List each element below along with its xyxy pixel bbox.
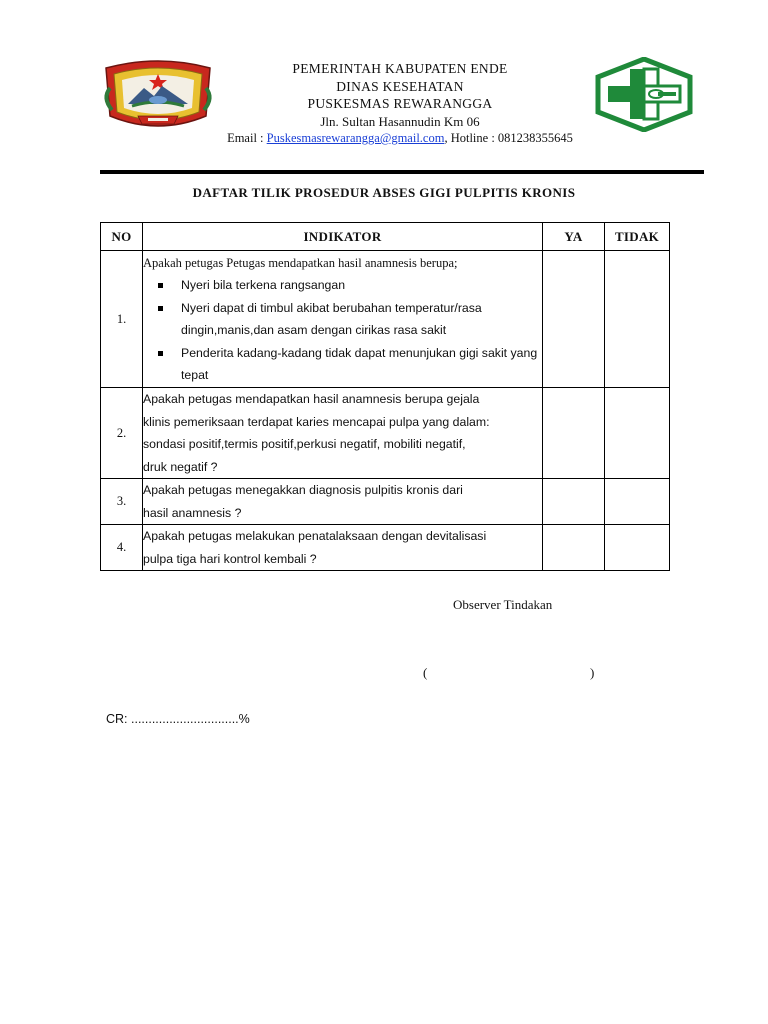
table-row <box>101 388 670 479</box>
tidak-checkbox-cell[interactable] <box>605 525 670 571</box>
ya-checkbox-cell[interactable] <box>543 479 605 525</box>
indicator-cell <box>143 479 543 525</box>
row-number: 4. <box>101 525 143 571</box>
signature-open-paren: ( <box>423 665 428 680</box>
indicator-line: Apakah petugas menegakkan diagnosis pulpitis kronis dari <box>143 483 463 497</box>
table-row <box>101 251 670 388</box>
email-link[interactable]: Puskesmasrewarangga@gmail.com <box>266 131 445 145</box>
ya-checkbox-cell[interactable] <box>543 388 605 479</box>
observer-label: Observer Tindakan <box>453 597 553 612</box>
bullet-item: Nyeri bila terkena rangsangan <box>143 274 542 297</box>
signature-close-paren: ) <box>590 665 595 680</box>
indicator-line: Apakah petugas mendapatkan hasil anamnesis berupa gejala <box>143 392 480 406</box>
tidak-checkbox-cell[interactable] <box>605 479 670 525</box>
document-title: DAFTAR TILIK PROSEDUR ABSES GIGI PULPITIS KRONIS <box>192 185 576 200</box>
puskesmas-name: PUSKESMAS REWARANGGA <box>307 96 493 111</box>
table-row <box>101 479 670 525</box>
tidak-checkbox-cell[interactable] <box>605 388 670 479</box>
indicator-cell <box>143 251 543 388</box>
bullet-item: Penderita kadang-kadang tidak dapat menunjukan gigi sakit yang tepat <box>143 342 542 387</box>
indicator-line: hasil anamnesis ? <box>143 505 242 520</box>
indicator-cell <box>143 525 543 571</box>
letterhead-divider <box>100 170 704 174</box>
address: Jln. Sultan Hasannudin Km 06 <box>320 114 480 129</box>
table-header-row <box>101 223 670 251</box>
header-no: NO <box>101 223 143 251</box>
compliance-rate-field[interactable]: CR: ...............................% <box>106 712 250 726</box>
checklist-table <box>100 222 670 571</box>
ya-checkbox-cell[interactable] <box>543 251 605 388</box>
row-number: 1. <box>101 251 143 388</box>
header-indikator: INDIKATOR <box>143 223 543 251</box>
table-row <box>101 525 670 571</box>
government-name: PEMERINTAH KABUPATEN ENDE <box>292 61 508 76</box>
indicator-cell <box>143 388 543 479</box>
header-tidak: TIDAK <box>605 223 670 251</box>
indicator-line: sondasi positif,termis positif,perkusi negatif, mobiliti negatif, <box>143 437 466 451</box>
header-ya: YA <box>543 223 605 251</box>
indicator-line: klinis pemeriksaan terdapat karies mencapai pulpa yang dalam: <box>143 414 490 429</box>
tidak-checkbox-cell[interactable] <box>605 251 670 388</box>
contact-line <box>150 131 650 146</box>
indicator-question: Apakah petugas Petugas mendapatkan hasil anamnesis berupa; <box>143 255 458 270</box>
row-number: 2. <box>101 388 143 479</box>
email-label: Email : <box>227 131 267 145</box>
ya-checkbox-cell[interactable] <box>543 525 605 571</box>
indicator-bullet-list <box>143 274 542 387</box>
indicator-line: druk negatif ? <box>143 459 218 474</box>
hotline: , Hotline : 081238355645 <box>444 131 573 145</box>
department-name: DINAS KESEHATAN <box>336 79 464 94</box>
bullet-item: Nyeri dapat di timbul akibat berubahan temperatur/rasa dingin,manis,dan asam dengan cirikas rasa sakit <box>143 297 542 342</box>
row-number: 3. <box>101 479 143 525</box>
indicator-line: pulpa tiga hari kontrol kembali ? <box>143 551 317 566</box>
indicator-line: Apakah petugas melakukan penatalaksaan dengan devitalisasi <box>143 529 487 543</box>
